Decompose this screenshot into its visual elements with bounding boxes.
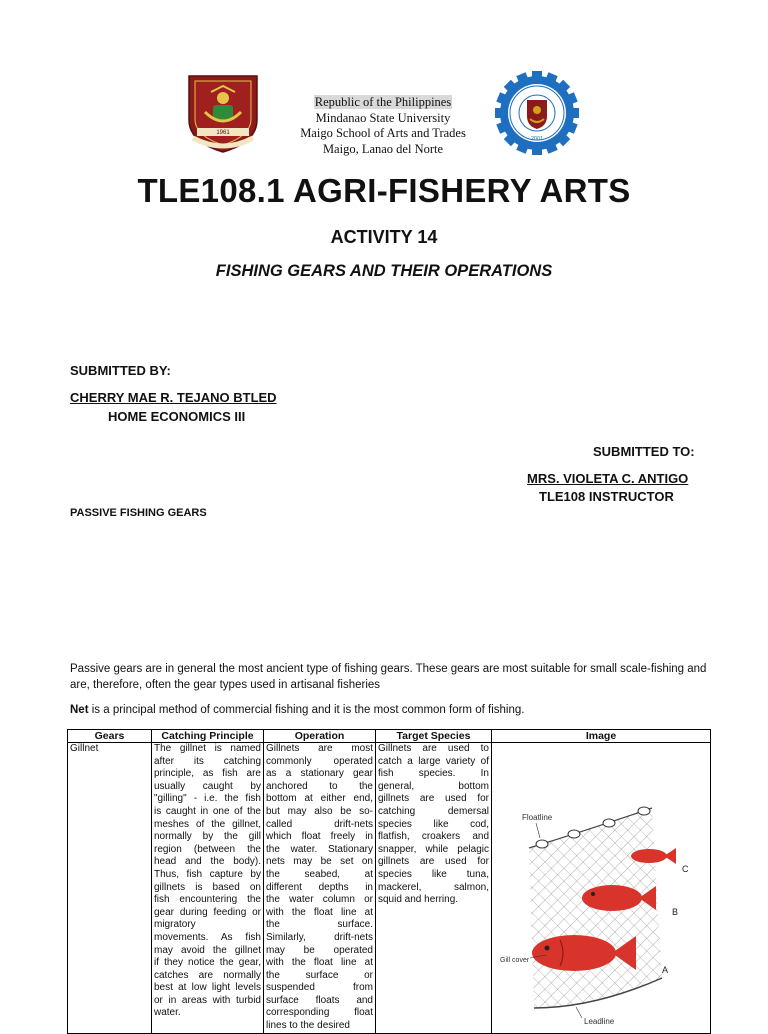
operation-line: with the float line at	[266, 906, 373, 918]
catching-principle-line: principle, as fish are	[154, 768, 261, 780]
catching-principle-line: may avoid the gillnet	[154, 944, 261, 956]
institution-header	[288, 95, 478, 157]
header-line-university: Mindanao State University	[315, 110, 451, 125]
gillnet-illustration	[494, 798, 709, 1028]
catching-principle-line: if they notice the gear,	[154, 957, 261, 969]
target-species-line: species like tuna,	[378, 868, 489, 880]
catching-principle-line: usually caught by	[154, 780, 261, 792]
col-header-gears: Gears	[68, 730, 152, 743]
gill-cover-label: Gill cover	[500, 957, 530, 964]
header-line-republic: Republic of the Philippines	[314, 95, 452, 109]
intro-paragraph: Passive gears are in general the most ancient type of fishing gears. These gears are most suitable for small scale-fishing and are, therefore, often the gear types used in artisanal fisheries	[70, 663, 707, 691]
operation-line: corresponding float	[266, 1007, 373, 1019]
operation-line: but may also be so-	[266, 805, 373, 817]
right-seal-year: 2001	[530, 136, 544, 142]
operation-line: Gillnets are most	[266, 743, 373, 754]
leadline-label: Leadline	[584, 1017, 615, 1026]
operation-line: commonly operated	[266, 755, 373, 767]
operation-line: Similarly, drift-nets	[266, 931, 373, 943]
submitted-to-name: MRS. VIOLETA C. ANTIGO	[527, 471, 689, 486]
col-header-image: Image	[492, 730, 711, 743]
submitted-by-course: HOME ECONOMICS III	[108, 409, 246, 424]
operation-line: the seabed, at	[266, 868, 373, 880]
floatline-label: Floatline	[522, 813, 553, 822]
operation-line: the water. Stationary	[266, 843, 373, 855]
col-header-target-species: Target Species	[376, 730, 492, 743]
activity-subtitle: FISHING GEARS AND THEIR OPERATIONS	[215, 262, 553, 280]
catching-principle-line: head and the body).	[154, 856, 261, 868]
cell-gear-name: Gillnet	[68, 743, 152, 1034]
catching-principle-line: "gilling" - i.e. the fish	[154, 793, 261, 805]
target-species-line: Gillnets are used to	[378, 743, 489, 754]
label-a: A	[662, 965, 669, 975]
activity-number: ACTIVITY 14	[330, 227, 438, 247]
catching-principle-line: best at low light levels	[154, 982, 261, 994]
label-c: C	[682, 864, 689, 874]
operation-line: the surface.	[266, 919, 373, 931]
operation-line: with the float line at	[266, 957, 373, 969]
catching-principle-line: region (between the	[154, 843, 261, 855]
operation-line: called drift-nets	[266, 818, 373, 830]
operation-line: different depths in	[266, 881, 373, 893]
net-term: Net	[70, 704, 89, 716]
submitted-by-name: CHERRY MAE R. TEJANO BTLED	[70, 390, 277, 405]
table-header-row	[68, 730, 711, 743]
header-line-school: Maigo School of Arts and Trades	[300, 126, 466, 141]
operation-line: suspended from	[266, 982, 373, 994]
label-b: B	[672, 907, 679, 917]
cell-operation	[264, 743, 376, 1034]
target-species-line: gillnets are used for	[378, 856, 489, 868]
target-species-line: general, bottom	[378, 780, 489, 792]
submitted-by-label: SUBMITTED BY:	[70, 363, 171, 378]
cell-image	[492, 743, 711, 1034]
target-species-line: squid and herring.	[378, 894, 459, 906]
catching-principle-line: Thus, fish capture by	[154, 868, 261, 880]
msu-left-seal	[183, 72, 263, 154]
gear-table	[67, 729, 711, 1034]
catching-principle-line: is caught in one of the	[154, 805, 261, 817]
target-species-line: catching demersal	[378, 805, 489, 817]
target-species-line: fish species. In	[378, 768, 489, 780]
catching-principle-line: meshes of the gillnet,	[154, 818, 261, 830]
cell-catching-principle	[152, 743, 264, 1034]
catching-principle-line: water.	[154, 1007, 181, 1019]
operation-line: nets may be set on	[266, 856, 373, 868]
operation-line: as a stationary gear	[266, 768, 373, 780]
col-header-operation: Operation	[264, 730, 376, 743]
operation-line: bottom at either end,	[266, 793, 373, 805]
catching-principle-line: fish encountering the	[154, 894, 261, 906]
catching-principle-line: gear during feeding or	[154, 906, 261, 918]
cell-target-species	[376, 743, 492, 1034]
operation-line: the surface or	[266, 969, 373, 981]
submitted-to-label: SUBMITTED TO:	[593, 444, 695, 459]
submitted-to-role: TLE108 INSTRUCTOR	[539, 489, 674, 504]
col-header-catching-principle: Catching Principle	[152, 730, 264, 743]
catching-principle-line: normally by the gill	[154, 831, 261, 843]
operation-line: the water column or	[266, 894, 373, 906]
target-species-line: gillnets are used for	[378, 793, 489, 805]
net-paragraph	[70, 702, 710, 718]
operation-line: lines to the desired	[266, 1020, 350, 1032]
catching-principle-line: movements. As fish	[154, 931, 261, 943]
left-seal-year: 1961	[216, 130, 230, 136]
operation-line: may be operated	[266, 944, 373, 956]
catching-principle-line: The gillnet is named	[154, 743, 261, 754]
operation-line: anchored to the	[266, 780, 373, 792]
catching-principle-line: migratory	[154, 919, 196, 931]
target-species-line: catch a large variety of	[378, 755, 489, 767]
target-species-line: snapper, while pelagic	[378, 843, 489, 855]
header-line-location: Maigo, Lanao del Norte	[322, 141, 444, 156]
target-species-line: mackerel, salmon,	[378, 881, 489, 893]
target-species-line: species like cod,	[378, 818, 489, 830]
page-title: TLE108.1 AGRI-FISHERY ARTS	[137, 172, 631, 209]
net-definition: is a principal method of commercial fishing and it is the most common form of fishing.	[88, 704, 525, 716]
operation-line: which float freely in	[266, 831, 373, 843]
catching-principle-line: or in areas with turbid	[154, 994, 261, 1006]
catching-principle-line: catches are normally	[154, 969, 261, 981]
target-species-line: flatfish, croakers and	[378, 831, 489, 843]
msu-maigo-gear-seal	[494, 70, 580, 156]
catching-principle-line: after its catching	[154, 755, 261, 767]
table-row	[68, 743, 711, 1034]
section-heading: PASSIVE FISHING GEARS	[70, 507, 207, 519]
catching-principle-line: gillnets is based on	[154, 881, 261, 893]
operation-line: surface floats and	[266, 994, 373, 1006]
